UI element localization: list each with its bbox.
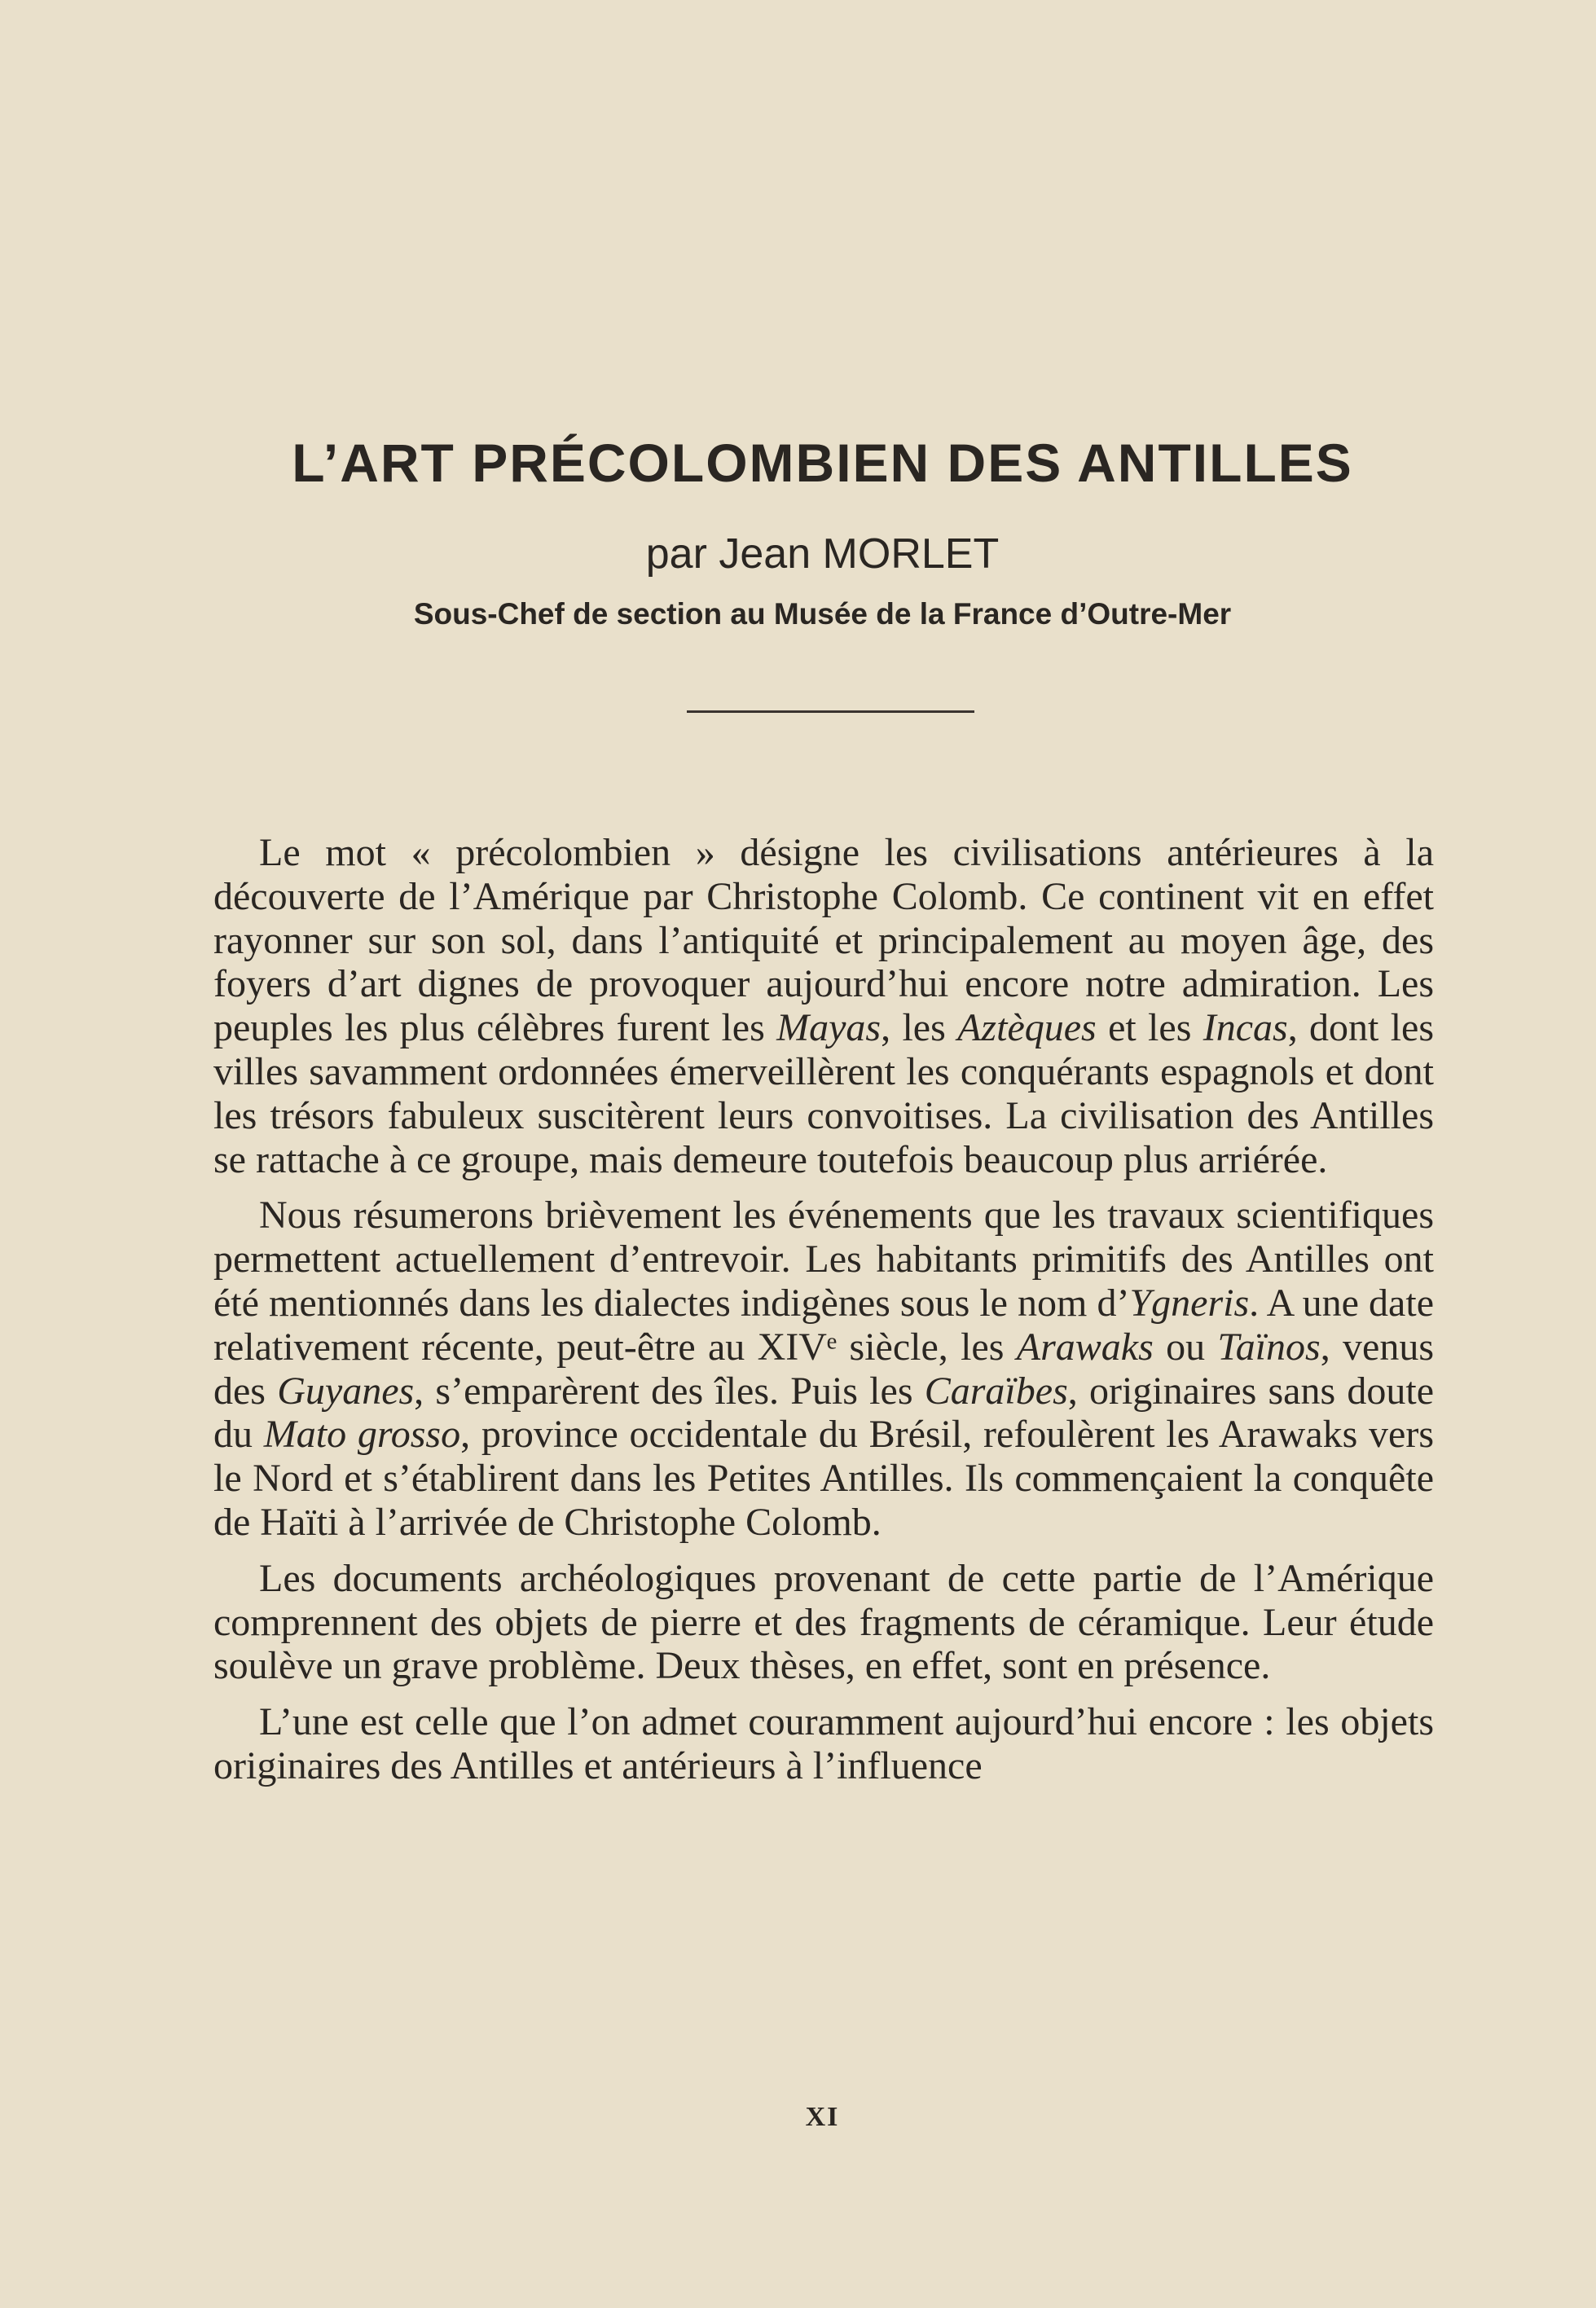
italic-term: Aztèques	[957, 1006, 1097, 1050]
author-line: par Jean MORLET	[645, 530, 1000, 578]
paragraph	[213, 1557, 1434, 1688]
title-divider	[687, 710, 974, 713]
text-run: L’une est celle que l’on admet couramment aujourd’hui encore : les objets originaires des Antilles et antérieurs à l’influence	[213, 1700, 1434, 1787]
italic-term: Arawaks	[1016, 1325, 1154, 1369]
text-run: , s’emparèrent des îles. Puis les	[414, 1369, 925, 1413]
text-run: , dont les villes savamment ordonnées émerveillèrent les conquérants espagnols et dont les trésors fabuleux suscitèrent leurs convoitises. La civilisation des Antilles se rattache à ce groupe, mais demeure toutefois beaucoup plus arriérée.	[213, 1006, 1435, 1181]
italic-term: Mayas	[776, 1006, 882, 1050]
italic-term: Taïnos	[1217, 1325, 1321, 1369]
author-affiliation: Sous-Chef de section au Musée de la France d’Outre-Mer	[413, 597, 1232, 631]
article-title: L’ART PRÉCOLOMBIEN DES ANTILLES	[292, 433, 1353, 493]
text-run: , originaires sans doute du	[213, 1369, 1434, 1457]
text-run: , province occidentale du Brésil, refoulèrent les Arawaks vers le Nord et s’établirent dans les Petites Antilles. Ils commençaient la conquête de Haïti à l’arrivée de Christophe Colomb.	[213, 1413, 1435, 1544]
text-run: , venus des	[213, 1325, 1435, 1413]
italic-term: Caraïbes	[924, 1369, 1068, 1413]
italic-term: Mato grosso	[263, 1413, 461, 1457]
text-run: Les documents archéologiques provenant de cette partie de l’Amérique comprennent des objets de pierre et des fragments de céramique. Leur étude soulève un grave problème. Deux thèses, en effet, sont en présence.	[213, 1556, 1434, 1688]
text-run: et les	[1096, 1006, 1203, 1050]
text-run: , les	[881, 1006, 958, 1050]
text-run: ou	[1153, 1325, 1218, 1369]
text-run: Nous résumerons brièvement les événements que les travaux scientifiques permettent actuellement d’entrevoir. Les habitants primitifs des Antilles ont été mentionnés dans les dialectes indigènes sous le nom d’	[213, 1194, 1434, 1325]
italic-term: Incas	[1202, 1006, 1288, 1050]
page-number: XI	[805, 2102, 840, 2132]
paragraph	[213, 1194, 1434, 1544]
text-run: Le mot « précolombien » désigne les civilisations antérieures à la découverte de l’Amérique par Christophe Colomb. Ce continent vit en effet rayonner sur son sol, dans l’antiquité et principalement au moyen âge, des foyers d’art dignes de provoquer aujourd’hui encore notre admiration. Les peuples les plus célèbres furent les	[213, 831, 1434, 1050]
italic-term: Ygneris	[1129, 1281, 1250, 1325]
article-body	[213, 831, 1434, 1800]
paragraph	[213, 1700, 1434, 1788]
paragraph	[213, 831, 1434, 1181]
italic-term: Guyanes	[277, 1369, 415, 1413]
text-run: . A une date relativement récente, peut-être au XIVᵉ siècle, les	[213, 1281, 1434, 1369]
